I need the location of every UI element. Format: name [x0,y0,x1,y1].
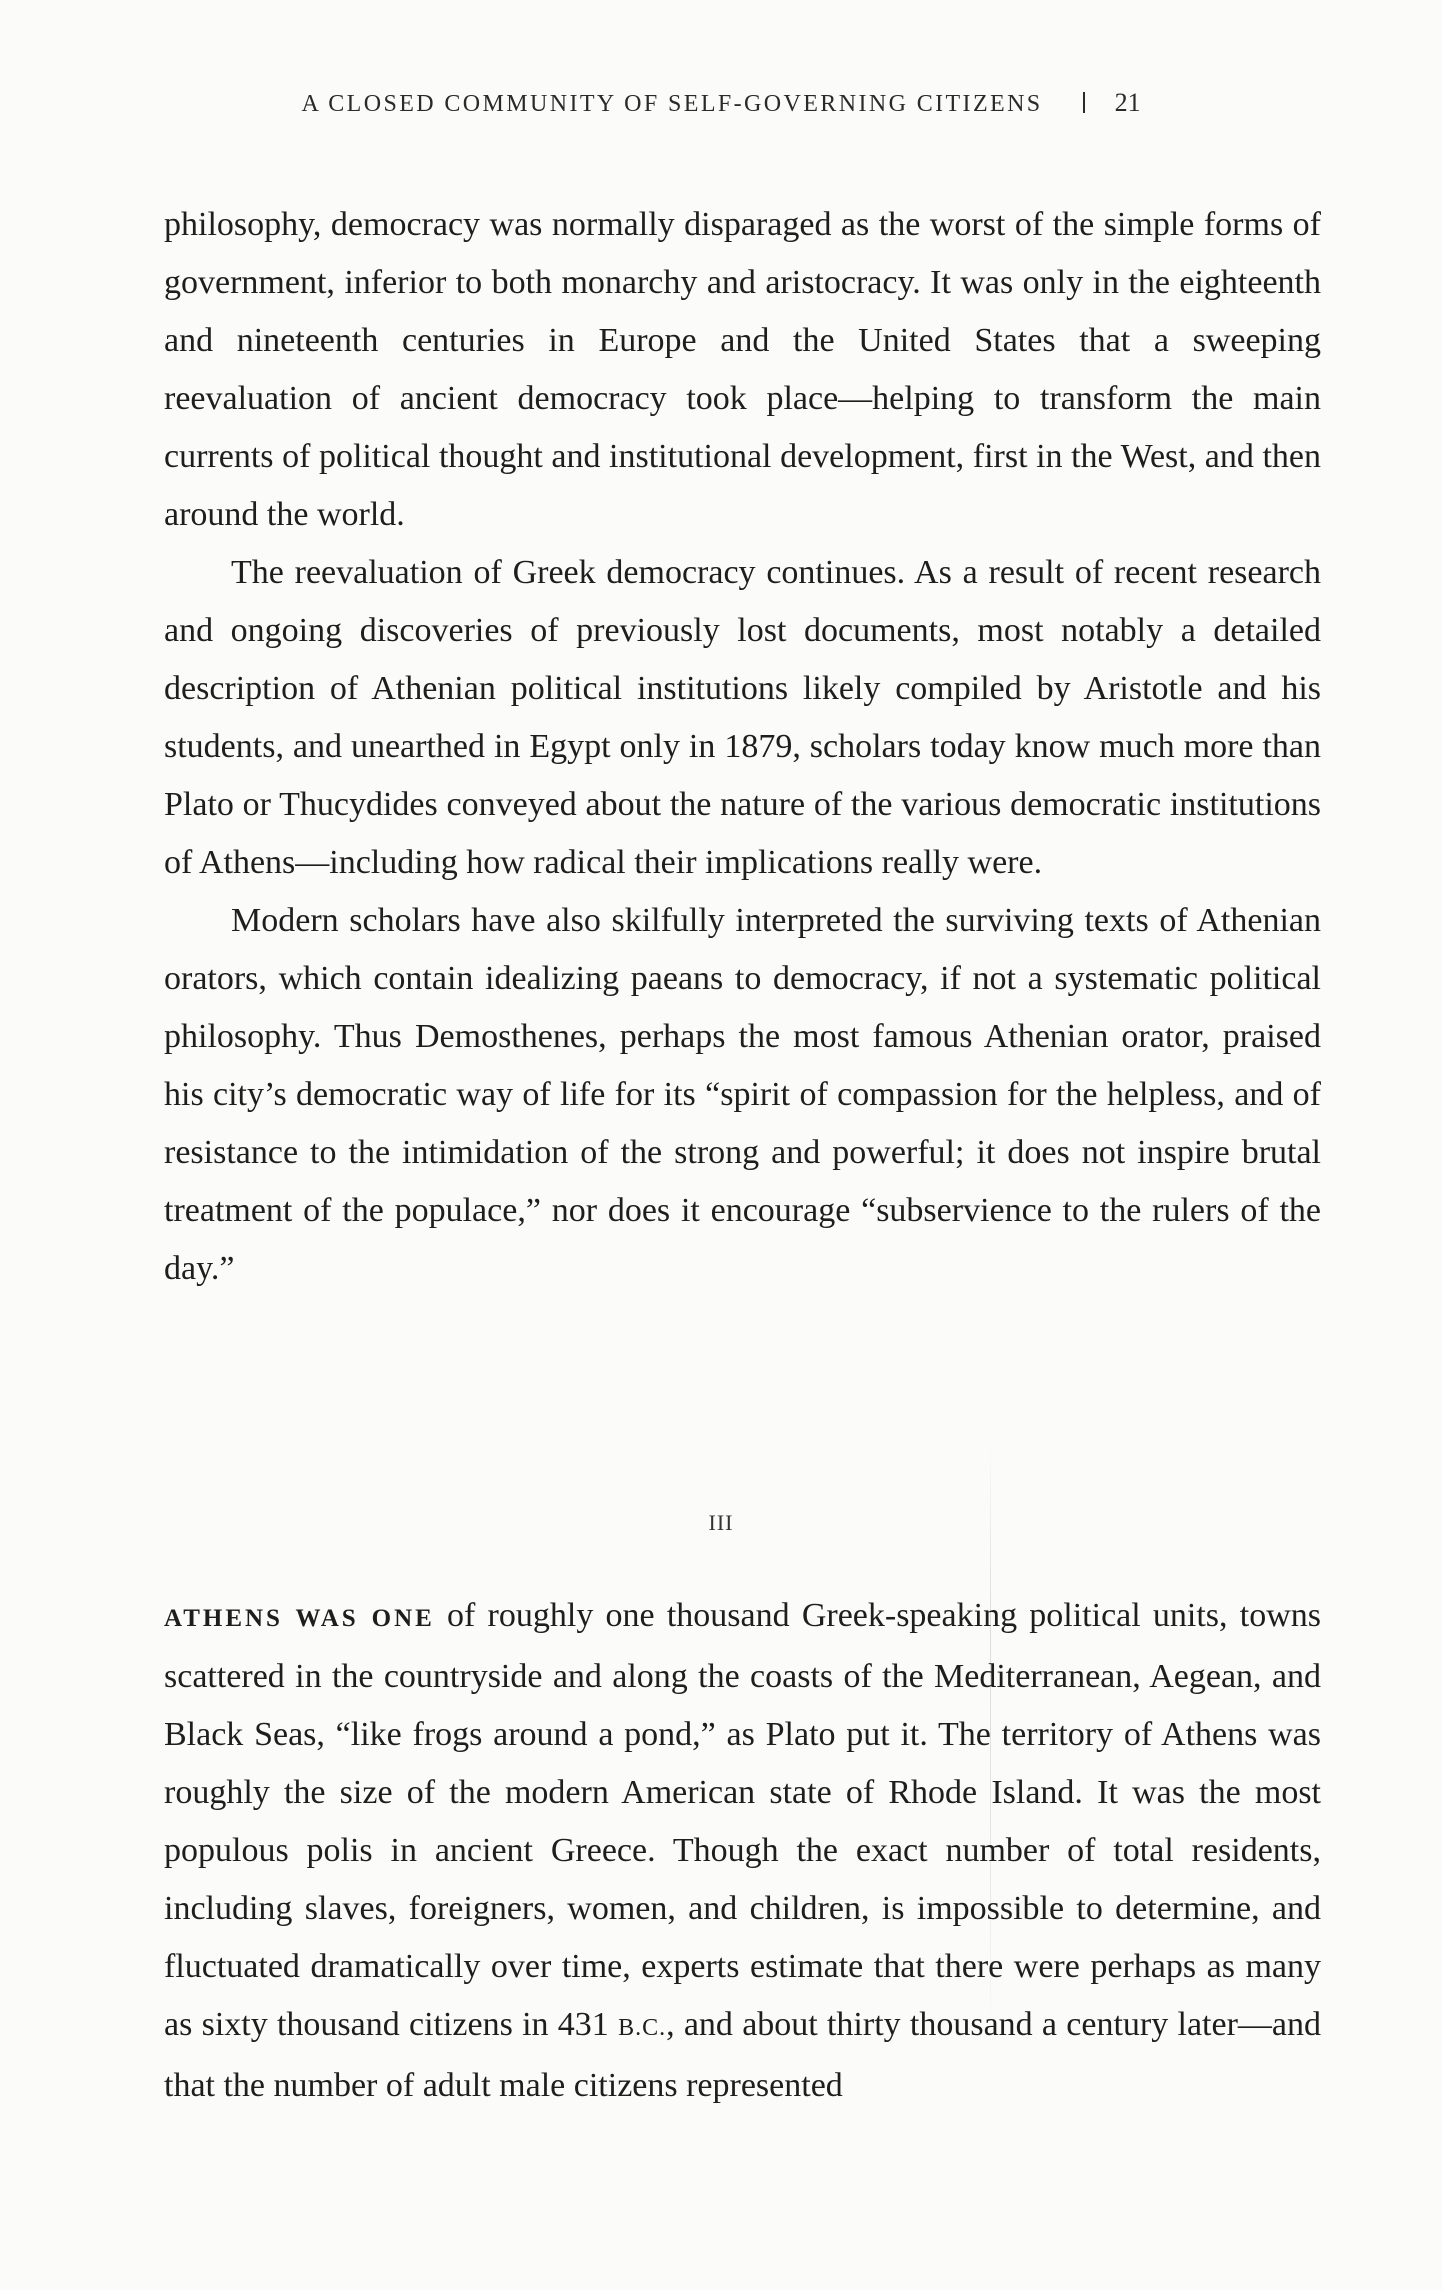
section-text-part-2: , and about thirty thousand a century later—and that the number of adult male citizens represented [164,2006,1321,2104]
section-lead-in: ATHENS WAS ONE [164,1605,435,1632]
header-separator [1083,92,1085,113]
paragraph-continued: philosophy, democracy was normally disparaged as the worst of the simple forms of government, inferior to both monarchy and aristocracy. It was only in the eighteenth and nineteenth centuries in Europe and the United States that a sweeping reevaluation of ancient democracy took place—helping to transform the main currents of political thought and institutional development, first in the West, and then around the world. [164,206,1321,533]
section-marker: III [708,1510,734,1535]
page-number: 21 [1114,88,1141,117]
section-text-part-1: of roughly one thousand Greek-speaking political units, towns scattered in the countryside and along the coasts of the Mediterranean, Aegean, and Black Seas, “like frogs around a pond,” as Plato put it. The territory of Athens was roughly the size of the modern American state of Rhode Island. It was the most populous polis in ancient Greece. Though the exact number of total residents, including slaves, foreigners, women, and children, is impossible to determine, and fluctuated dramatically over time, experts estimate that there were perhaps as many as sixty thousand citizens in 431 [164,1597,1321,2043]
paragraph-athens [164,1587,1321,2115]
body-text-upper [164,196,1321,1298]
running-title: A CLOSED COMMUNITY OF SELF-GOVERNING CITIZENS [301,91,1043,117]
body-text-lower [164,1587,1321,2115]
era-abbreviation: B.C. [618,2015,667,2041]
running-header [0,88,1442,118]
paragraph-modern-scholars: Modern scholars have also skilfully interpreted the surviving texts of Athenian orators, which contain idealizing paeans to democracy, if not a systematic political philosophy. Thus Demosthenes, perhaps the most famous Athenian orator, praised his city’s democratic way of life for its “spirit of compassion for the helpless, and of resistance to the intimidation of the strong and powerful; it does not inspire brutal treatment of the populace,” nor does it encourage “subservience to the rulers of the day.” [164,902,1321,1287]
paragraph-reevaluation: The reevaluation of Greek democracy continues. As a result of recent research and ongoing discoveries of previously lost documents, most notably a detailed description of Athenian political institutions likely compiled by Aristotle and his students, and unearthed in Egypt only in 1879, scholars today know much more than Plato or Thucydides conveyed about the nature of the various democratic institutions of Athens—including how radical their implications really were. [164,554,1321,881]
